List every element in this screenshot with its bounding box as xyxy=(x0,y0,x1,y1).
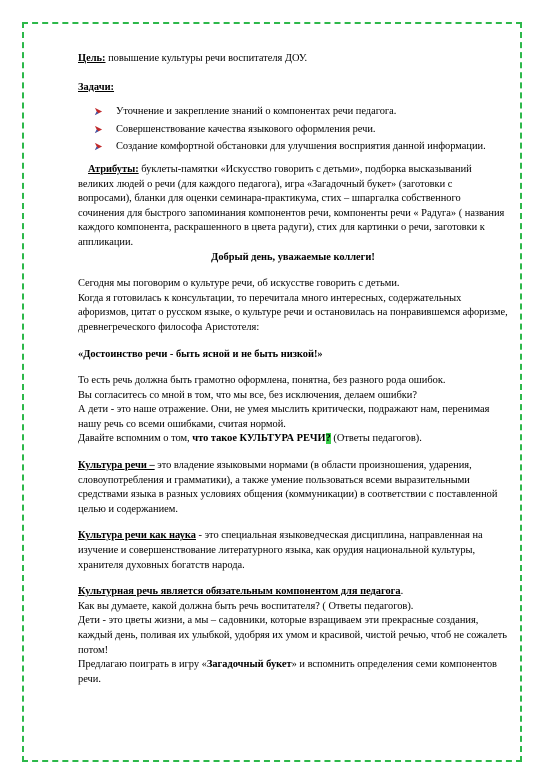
list-item xyxy=(94,140,508,155)
tasks-title: Задачи: xyxy=(78,81,115,93)
cultural-speech-line-1: Как вы думаете, какой должна быть речь воспитателя? ( Ответы педагогов). xyxy=(78,600,414,612)
cultural-speech-heading: Культурная речь является обязательным компонентом для педагога. xyxy=(78,586,404,598)
intro-line-1: Сегодня мы поговорим о культуре речи, об искусстве говорить с детьми. xyxy=(78,278,400,290)
culture-speech-definition: Культура речи – это владение языковыми нормами (в области произношения, ударения, словоупотребления и грамматики), а также умение пользоваться всеми выразительными средствами языка в разных условиях общения (коммуникации) в соответствии с поставленной целью и содержанием. xyxy=(78,460,498,515)
discussion-line-1: То есть речь должна быть грамотно оформлена, понятна, без разного рода ошибок. xyxy=(78,375,446,387)
arrow-bullet-icon xyxy=(94,142,103,151)
quote-text: Достоинство речи - быть ясной и не быть низкой! xyxy=(83,348,318,360)
culture-science-term: Культура речи как наука xyxy=(78,530,196,542)
greeting: Добрый день, уважаемые коллеги! xyxy=(211,251,375,263)
attributes-text: буклеты-памятки «Искусство говорить с детьми», подборка высказываний великих людей о речи (для каждого педагога), игра «Загадочный букет» (заготовки с вопросами), бланки для оценки семинара-практикума, стих – шпаргалка собственного сочинения для быстрого запоминания компонентов речи, компоненты речи « Радуга» ( названия каждого компонента, раскрашенного в цвета радуги), стих для картинки о речи, заготовки к аппликации. xyxy=(78,163,505,248)
list-item xyxy=(94,105,508,120)
attributes-paragraph xyxy=(78,163,508,251)
arrow-bullet-icon xyxy=(94,107,103,116)
discussion-line-3: А дети - это наше отражение. Они, не умея мыслить критически, подражают нам, перенимая нашу речь со всеми ошибками, считая нормой. xyxy=(78,404,490,430)
task-text: Совершенствование качества языкового оформления речи. xyxy=(116,123,376,135)
goal-text: повышение культуры речи воспитателя ДОУ. xyxy=(105,53,308,64)
highlight-mark: ? xyxy=(325,433,331,445)
task-text: Уточнение и закрепление знаний о компонентах речи педагога. xyxy=(116,106,397,118)
document-body xyxy=(78,52,508,687)
discussion-line-2: Вы согласитесь со мной в том, что мы все, без исключения, делаем ошибки? xyxy=(78,389,417,401)
intro-line-2: Когда я готовилась к консультации, то перечитала много интересных, содержательных афоризмов, цитат о русском языке, о культуре речи и остановилась на понравившемся афоризме, древнегреческого философа Аристотеля: xyxy=(78,292,508,333)
tasks-list xyxy=(78,105,508,155)
game-name: Загадочный букет xyxy=(206,659,292,671)
attributes-label: Атрибуты: xyxy=(88,163,139,175)
cultural-speech-line-3: Предлагаю поиграть в игру «Загадочный букет» и вспомнить определения семи компонентов речи. xyxy=(78,659,497,685)
goal-label: Цель: xyxy=(78,53,106,64)
cultural-speech-line-2: Дети - это цветы жизни, а мы – садовники, которые взращиваем эти прекрасные создания, каждый день, поливая их улыбкой, удобряя их умом и красивой, чистой речью, чтоб не сожалеть потом! xyxy=(78,615,508,656)
culture-speech-term: Культура речи – xyxy=(78,460,155,472)
task-text: Создание комфортной обстановки для улучшения восприятия данной информации. xyxy=(116,141,486,153)
goal-line xyxy=(78,52,508,67)
list-item xyxy=(94,123,508,138)
arrow-bullet-icon xyxy=(94,125,103,134)
discussion-line-4: Давайте вспомним о том, что такое КУЛЬТУРА РЕЧИ? (Ответы педагогов). xyxy=(78,433,422,445)
culture-science-definition: Культура речи как наука - это специальная языковедческая дисциплина, направленная на изучение и совершенствование литературного языка, как орудия национальной культуры, хранителя духовных богатств народа. xyxy=(78,530,483,571)
tasks-heading xyxy=(78,81,508,96)
cultural-speech-term: Культурная речь является обязательным компонентом для педагога xyxy=(78,586,401,598)
aristotle-quote: «Достоинство речи - быть ясной и не быть низкой!» xyxy=(78,348,323,360)
